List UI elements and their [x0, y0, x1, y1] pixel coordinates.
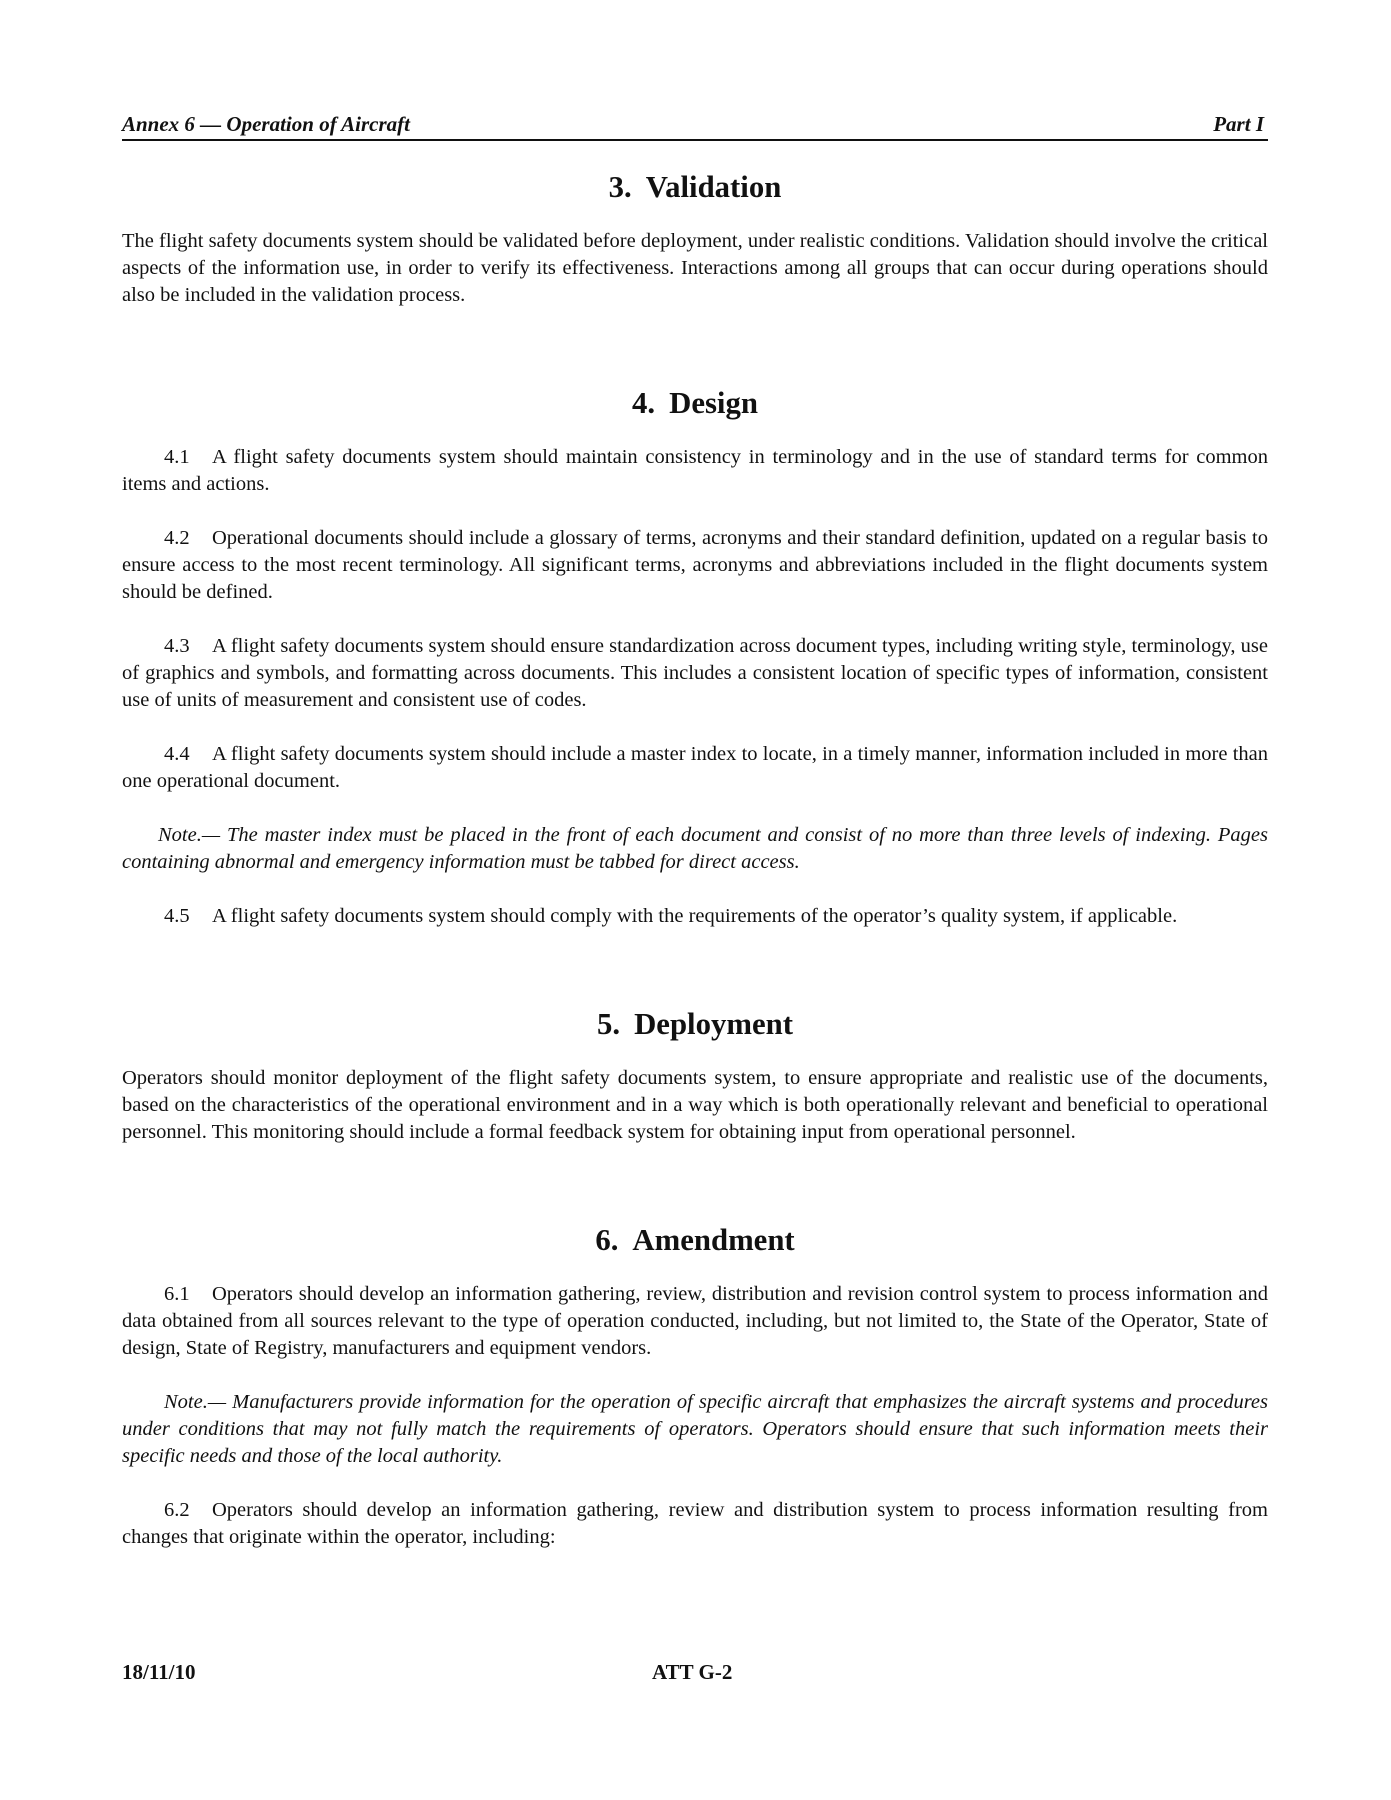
paragraph-4-3: [122, 633, 1268, 714]
section-number: 6.: [595, 1223, 619, 1257]
paragraph-4-4: [122, 741, 1268, 795]
document-page: [122, 0, 1268, 1800]
amendment-note: [122, 1389, 1268, 1470]
paragraph-number: 6.1: [164, 1283, 190, 1305]
validation-paragraph: The flight safety documents system should be validated before deployment, under realistic conditions. Validation should involve the critical aspects of the information use, in order to verify its effectiveness. Interactions among all groups that can occur during operations should also be included in the validation process.: [122, 230, 1268, 306]
paragraph-text: Operators should develop an information gathering, review, distribution and revision control system to process information and data obtained from all sources relevant to the type of operation conducted, including, but not limited to, the State of the Operator, State of design, State of Registry, manufacturers and equipment vendors.: [122, 1283, 1268, 1359]
paragraph-text: A flight safety documents system should include a master index to locate, in a timely manner, information included in more than one operational document.: [122, 743, 1268, 792]
page-body: [122, 170, 1268, 1551]
paragraph-text: A flight safety documents system should maintain consistency in terminology and in the use of standard terms for common items and actions.: [122, 446, 1268, 495]
paragraph-6-1: [122, 1281, 1268, 1362]
section-title: Amendment: [632, 1223, 795, 1257]
note-text: The master index must be placed in the front of each document and consist of no more than three levels of indexing. Pages containing abnormal and emergency information must be tabbed for direct access.: [122, 824, 1268, 873]
section-heading-design: [122, 386, 1268, 420]
paragraph-4-5: [122, 903, 1268, 930]
paragraph-text: A flight safety documents system should ensure standardization across document types, including writing style, terminology, use of graphics and symbols, and formatting across documents. This includes a consistent location of specific types of information, consistent use of units of measurement and consistent use of codes.: [122, 635, 1268, 711]
design-note: [122, 822, 1268, 876]
note-lead: Note.—: [164, 1391, 227, 1413]
paragraph-number: 4.3: [164, 635, 190, 657]
paragraph-6-2: [122, 1497, 1268, 1551]
section-number: 3.: [608, 170, 632, 204]
paragraph-number: 4.4: [164, 743, 190, 765]
section-title: Deployment: [634, 1007, 793, 1041]
paragraph-text: Operators should develop an information gathering, review and distribution system to process information resulting from changes that originate within the operator, including:: [122, 1499, 1268, 1548]
paragraph-number: 6.2: [164, 1499, 190, 1521]
section-heading-amendment: [122, 1223, 1268, 1257]
paragraph-number: 4.5: [164, 905, 190, 927]
paragraph-number: 4.2: [164, 527, 190, 549]
section-number: 5.: [597, 1007, 621, 1041]
note-text: Manufacturers provide information for the operation of specific aircraft that emphasizes the aircraft systems and procedures under conditions that may not fully match the requirements of operators. Operators should ensure that such information meets their specific needs and those of the local authority.: [122, 1391, 1268, 1467]
deployment-paragraph: Operators should monitor deployment of the flight safety documents system, to ensure appropriate and realistic use of the documents, based on the characteristics of the operational environment and in a way which is both operationally relevant and beneficial to operational personnel. This monitoring should include a formal feedback system for obtaining input from operational personnel.: [122, 1067, 1268, 1143]
paragraph-number: 4.1: [164, 446, 190, 468]
page-number: ATT G-2: [652, 1660, 733, 1684]
section-number: 4.: [632, 386, 656, 420]
section-title: Design: [669, 386, 758, 420]
paragraph-text: Operational documents should include a glossary of terms, acronyms and their standard definition, updated on a regular basis to ensure access to the most recent terminology. All significant terms, acronyms and abbreviations included in the flight documents system should be defined.: [122, 527, 1268, 603]
running-header: [122, 109, 1268, 141]
paragraph-4-1: [122, 444, 1268, 498]
header-part: Part I: [1213, 112, 1264, 136]
paragraph-4-2: [122, 525, 1268, 606]
section-heading-deployment: [122, 1007, 1268, 1041]
footer-date: 18/11/10: [122, 1660, 196, 1684]
paragraph-text: A flight safety documents system should comply with the requirements of the operator’s quality system, if applicable.: [212, 905, 1178, 927]
header-title: Annex 6 — Operation of Aircraft: [122, 112, 410, 136]
note-lead: Note.—: [158, 824, 221, 846]
section-title: Validation: [645, 170, 782, 204]
section-heading-validation: [122, 170, 1268, 204]
